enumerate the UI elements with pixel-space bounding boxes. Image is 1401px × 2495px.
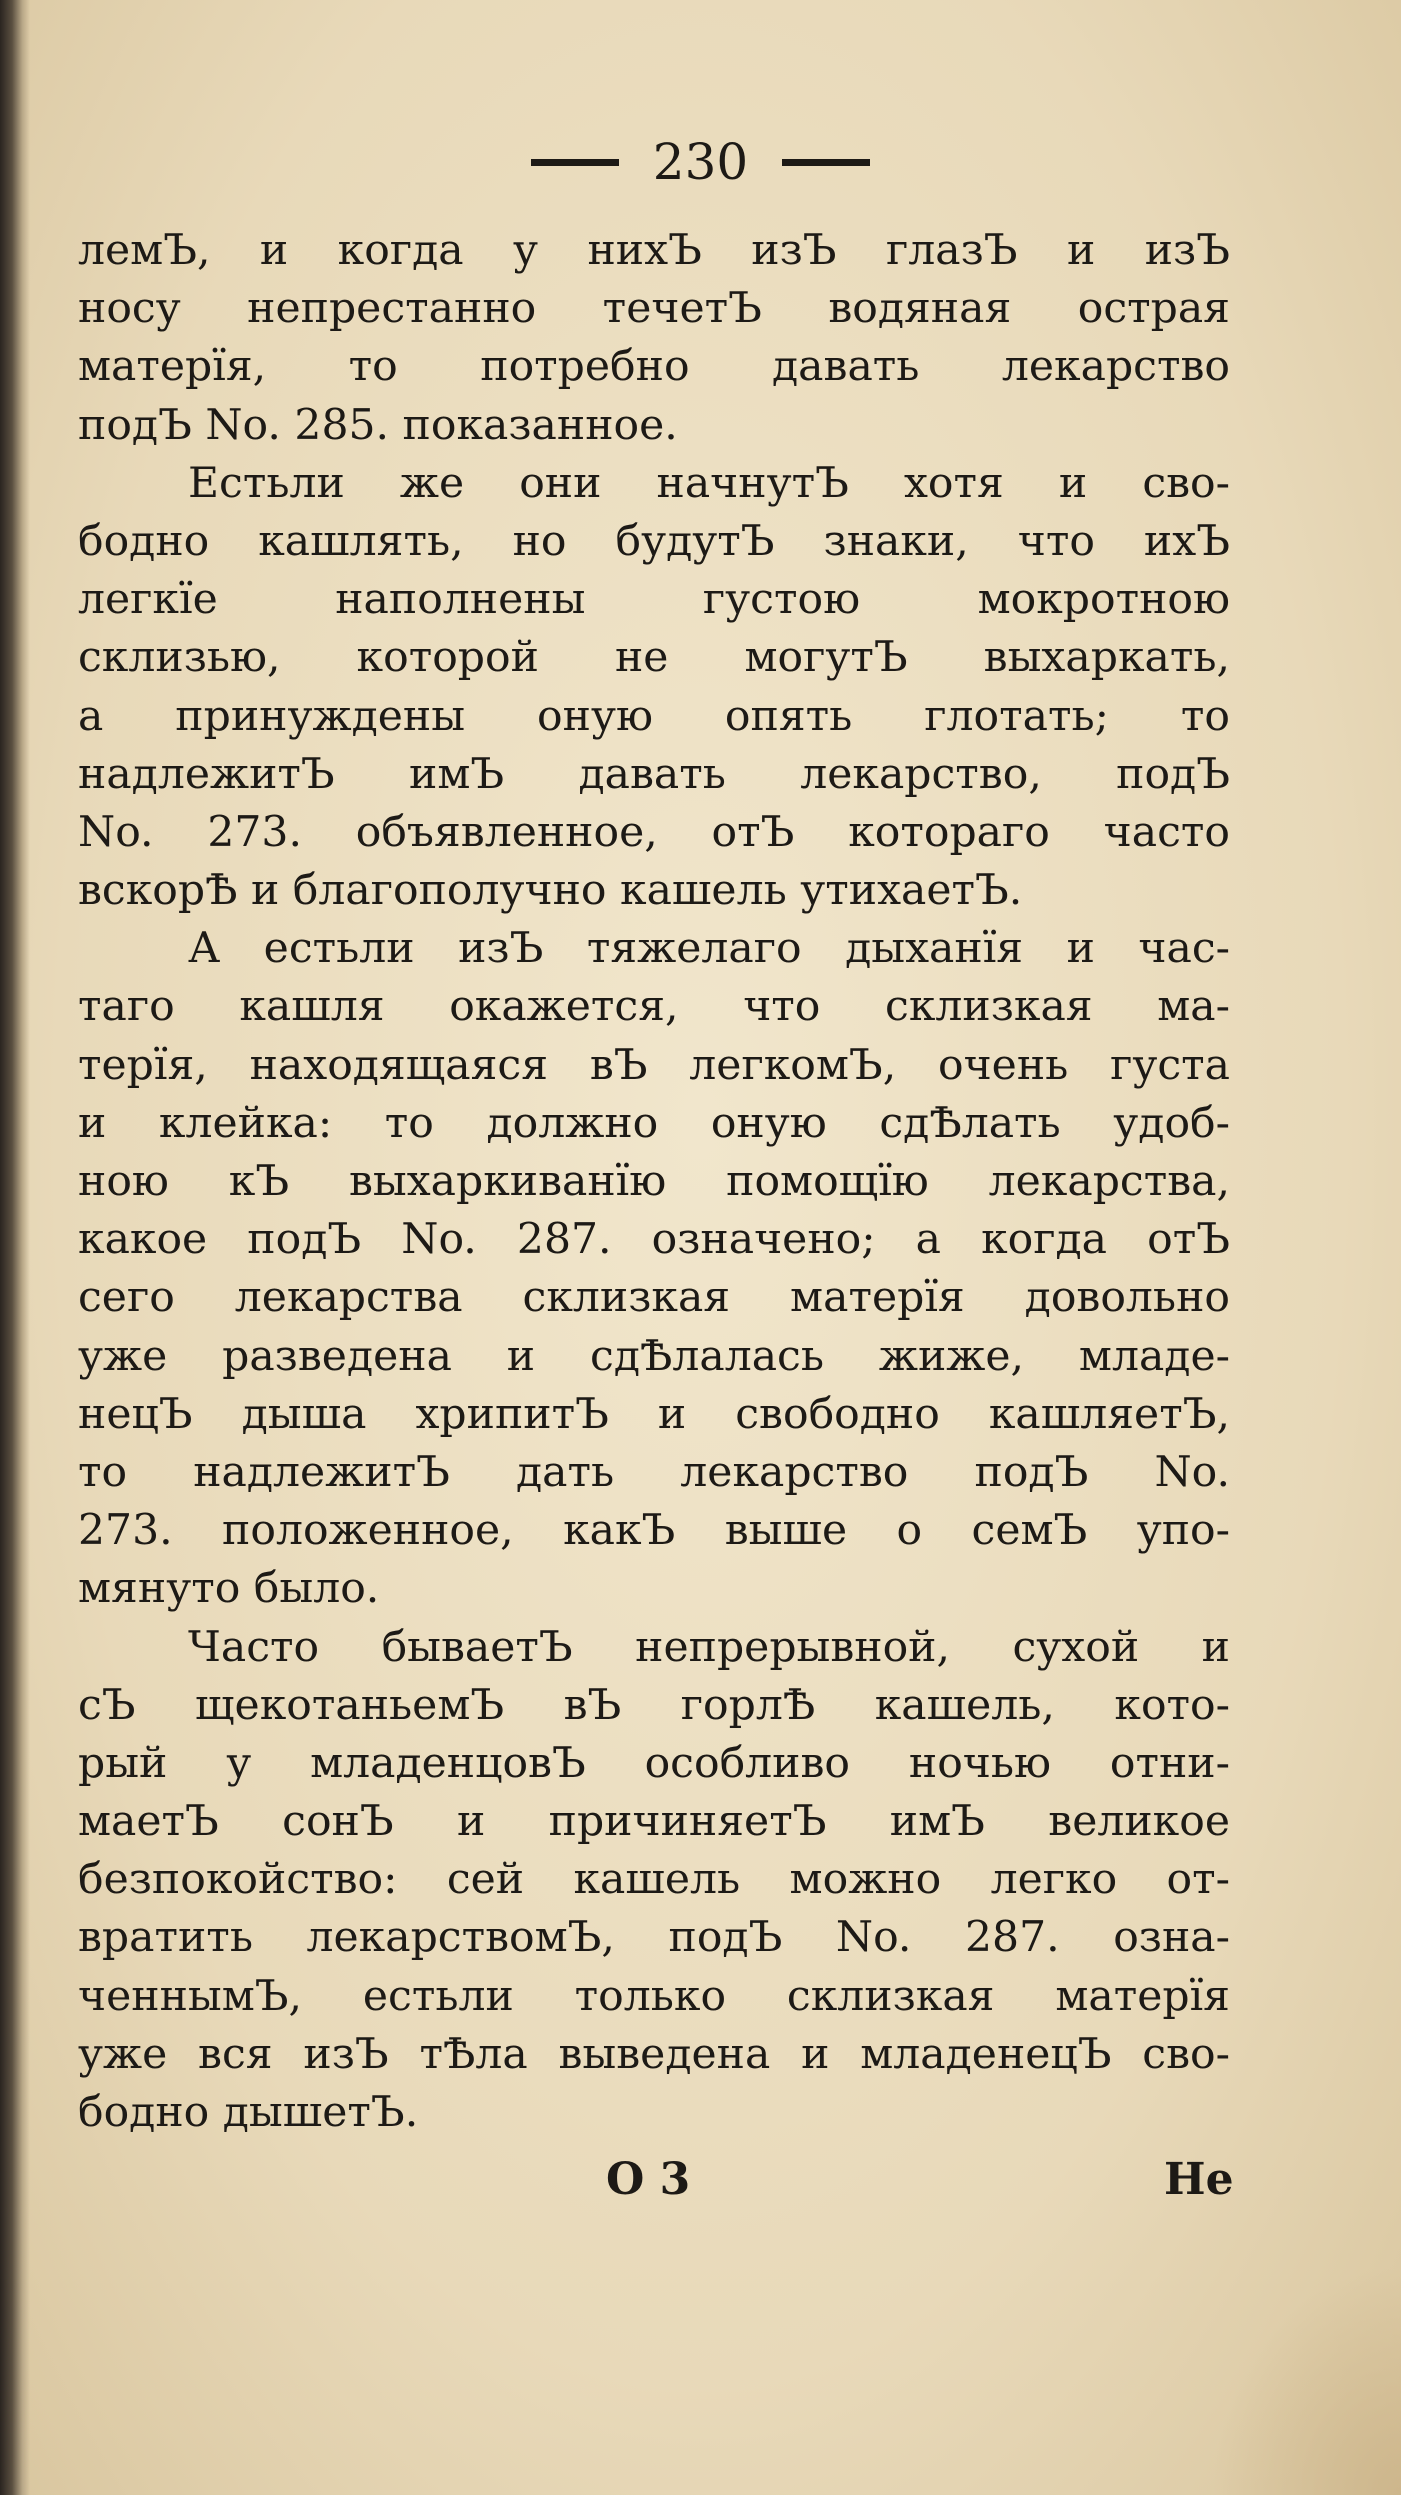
book-spine-shadow xyxy=(0,0,30,2495)
page-header xyxy=(0,128,1401,192)
text-line: А естьли изЪ тяжелаго дыханїя и час- xyxy=(188,924,1230,974)
text-line: маетЪ сонЪ и причиняетЪ имЪ великое xyxy=(78,1797,1230,1847)
page-corner-wear xyxy=(1211,2265,1401,2495)
text-line: безпокойство: сей кашель можно легко от- xyxy=(78,1855,1230,1905)
page-footer xyxy=(0,2154,1401,2224)
text-line: надлежитЪ имЪ давать лекарство, подЪ xyxy=(78,749,1230,799)
text-line: Естьли же они начнутЪ хотя и сво- xyxy=(188,458,1230,508)
text-line: уже разведена и сдѢлалась жиже, младе- xyxy=(78,1331,1230,1381)
body-text xyxy=(78,222,1230,2142)
header-dash-left xyxy=(531,159,619,166)
text-line: легкїе наполнены густою мокротною xyxy=(78,575,1230,625)
catchword: Не xyxy=(1164,2154,1234,2205)
text-line: нецЪ дыша хрипитЪ и свободно кашляетЪ, xyxy=(78,1389,1230,1439)
text-line: бодно кашлять, но будутЪ знаки, что ихЪ xyxy=(78,516,1230,566)
text-line: а принуждены оную опять глотать; то xyxy=(78,691,1230,741)
text-line: терїя, находящаяся вЪ легкомЪ, очень густа xyxy=(78,1040,1230,1090)
text-line: сего лекарства склизкая матерїя довольно xyxy=(78,1273,1230,1323)
text-line: носу непрестанно течетЪ водяная острая xyxy=(78,284,1230,334)
text-line: вскорѢ и благополучно кашель утихаетЪ. xyxy=(78,866,1023,916)
text-line: уже вся изЪ тѢла выведена и младенецЪ сво- xyxy=(78,2029,1230,2079)
text-line: бодно дышетЪ. xyxy=(78,2088,419,2137)
signature-mark: O 3 xyxy=(606,2154,691,2205)
text-line: и клейка: то должно оную сдѢлать удоб- xyxy=(78,1098,1230,1148)
text-line: лемЪ, и когда у нихЪ изЪ глазЪ и изЪ xyxy=(78,226,1230,275)
text-line: 273. положенное, какЪ выше о семЪ упо- xyxy=(78,1506,1230,1556)
text-line: матерїя, то потребно давать лекарство xyxy=(78,342,1230,392)
text-line: подЪ No. 285. показанное. xyxy=(78,400,678,450)
text-line: No. 273. объявленное, отЪ котораго часто xyxy=(78,807,1230,857)
text-line: сЪ щекотаньемЪ вЪ горлѢ кашель, кото- xyxy=(78,1680,1230,1730)
text-line: мянуто было. xyxy=(78,1564,380,1614)
text-line: ченнымЪ, естьли только склизкая матерїя xyxy=(78,1971,1230,2021)
text-line: вратить лекарствомЪ, подЪ No. 287. озна- xyxy=(78,1913,1230,1963)
page-number: 230 xyxy=(652,133,749,191)
text-line: склизью, которой не могутЪ выхаркать, xyxy=(78,633,1230,683)
text-line: таго кашля окажется, что склизкая ма- xyxy=(78,982,1230,1032)
text-line: рый у младенцовЪ особливо ночью отни- xyxy=(78,1738,1230,1788)
text-line: то надлежитЪ дать лекарство подЪ No. xyxy=(78,1447,1230,1497)
text-line: какое подЪ No. 287. означено; а когда отЪ xyxy=(78,1215,1230,1265)
header-dash-right xyxy=(782,159,870,166)
text-line: Часто бываетЪ непрерывной, сухой и xyxy=(188,1622,1230,1672)
text-line: ною кЪ выхаркиванїю помощїю лекарства, xyxy=(78,1157,1230,1206)
